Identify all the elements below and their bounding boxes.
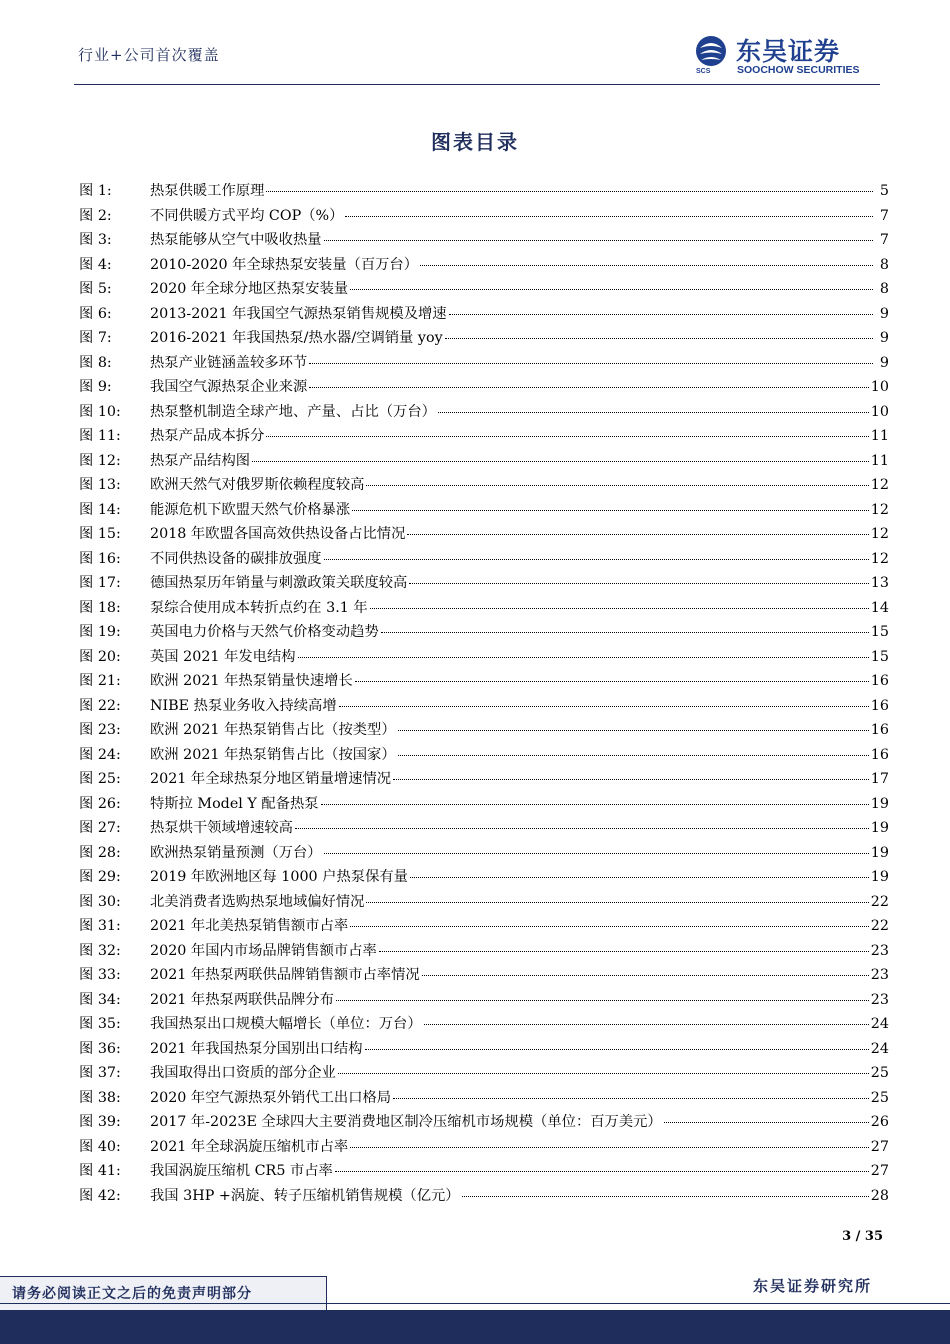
toc-entry-page[interactable]: 10 — [870, 379, 889, 395]
toc-entry-title[interactable]: 热泵能够从空气中吸收热量 — [150, 232, 322, 248]
page-number: 3 / 35 — [842, 1229, 883, 1244]
toc-entry-label: 图 36: — [79, 1040, 121, 1057]
toc-entry[interactable] — [79, 620, 889, 645]
toc-entry[interactable] — [79, 351, 889, 376]
toc-entry-title[interactable]: 我国空气源热泵企业来源 — [150, 379, 308, 395]
toc-entry[interactable] — [79, 547, 889, 572]
toc-entry-label: 图 9: — [79, 379, 112, 395]
toc-entry-title[interactable]: 2016-2021 年我国热泵/热水器/空调销量 yoy — [150, 330, 443, 346]
toc-entry-page[interactable]: 24 — [870, 1016, 889, 1032]
toc-entry[interactable] — [79, 1110, 889, 1135]
toc-entry[interactable] — [79, 1159, 889, 1184]
toc-entry[interactable] — [79, 841, 889, 866]
toc-leader-dots — [409, 582, 868, 584]
toc-leader-dots — [438, 411, 869, 413]
toc-entry-label: 图 23: — [79, 722, 121, 738]
toc-entry-title[interactable]: 2020 年全球分地区热泵安装量 — [150, 281, 349, 297]
page-title: 图表目录 — [431, 130, 519, 154]
research-institute: 东吴证券研究所 — [752, 1277, 872, 1295]
toc-entry-page[interactable]: 19 — [870, 869, 889, 885]
toc-entry-label: 图 16: — [79, 550, 121, 567]
toc-entry-page[interactable]: 25 — [870, 1065, 889, 1081]
toc-entry[interactable] — [79, 1135, 889, 1160]
toc-entry-title[interactable]: 北美消费者选购热泵地域偏好情况 — [150, 893, 365, 910]
toc-leader-dots — [366, 901, 868, 903]
toc-entry[interactable] — [79, 718, 889, 743]
toc-entry-page[interactable]: 25 — [870, 1089, 889, 1106]
brand-abbr: SCS — [696, 68, 711, 75]
toc-leader-dots — [449, 313, 873, 315]
toc-entry[interactable] — [79, 253, 889, 278]
toc-leader-dots — [445, 337, 873, 339]
toc-leader-dots — [424, 1023, 869, 1025]
toc-entry-title[interactable]: 2021 年我国热泵分国别出口结构 — [150, 1040, 363, 1057]
toc-entry-label: 图 42: — [79, 1187, 121, 1204]
toc-entry-label: 图 1: — [79, 183, 112, 199]
toc-entry-label: 图 33: — [79, 967, 121, 983]
toc-entry-page[interactable]: 27 — [870, 1163, 889, 1179]
toc-leader-dots — [321, 803, 869, 805]
toc-entry-page[interactable]: 7 — [879, 207, 889, 224]
toc-entry-page[interactable]: 16 — [870, 746, 889, 763]
toc-entry-label: 图 41: — [79, 1163, 121, 1179]
toc-entry-title[interactable]: 欧洲热泵销量预测（万台） — [150, 844, 322, 861]
toc-entry-title[interactable]: 2020 年国内市场品牌销售额市占率 — [150, 942, 377, 959]
toc-entry-title[interactable]: 德国热泵历年销量与刺激政策关联度较高 — [150, 575, 408, 591]
report-category: 行业+公司首次覆盖 — [78, 46, 220, 64]
toc-entry-title[interactable]: NIBE 热泵业务收入持续高增 — [150, 697, 337, 714]
toc-entry[interactable] — [79, 743, 889, 768]
toc-entry-page[interactable]: 15 — [870, 648, 889, 665]
toc-entry-page[interactable]: 27 — [870, 1138, 889, 1155]
toc-entry-page[interactable]: 9 — [879, 330, 889, 346]
toc-entry-page[interactable]: 19 — [870, 820, 889, 836]
toc-leader-dots — [352, 509, 869, 511]
toc-entry-page[interactable]: 5 — [879, 183, 889, 199]
toc-entry[interactable] — [79, 179, 889, 204]
toc-leader-dots — [324, 239, 873, 241]
toc-entry-title[interactable]: 不同供暖方式平均 COP（%） — [150, 207, 344, 224]
toc-entry-page[interactable]: 7 — [879, 232, 889, 248]
brand-name-cn: 东吴证券 — [736, 37, 841, 66]
toc-entry-page[interactable]: 16 — [870, 697, 889, 714]
toc-entry-title[interactable]: 热泵产品结构图 — [150, 452, 251, 469]
toc-leader-dots — [407, 533, 868, 535]
toc-entry-label: 图 22: — [79, 697, 121, 714]
toc-entry-title[interactable]: 2020 年空气源热泵外销代工出口格局 — [150, 1089, 392, 1106]
toc-entry[interactable] — [79, 596, 889, 621]
toc-entry-title[interactable]: 2017 年-2023E 全球四大主要消费地区制冷压缩机市场规模（单位：百万美元） — [150, 1114, 662, 1130]
toc-entry-page[interactable]: 12 — [870, 526, 889, 542]
toc-leader-dots — [398, 729, 869, 731]
toc-entry-label: 图 20: — [79, 648, 121, 665]
toc-entry[interactable] — [79, 522, 889, 547]
toc-entry[interactable] — [79, 694, 889, 719]
toc-entry[interactable] — [79, 424, 889, 449]
toc-leader-dots — [381, 631, 869, 633]
toc-entry-label: 图 7: — [79, 330, 112, 346]
toc-leader-dots — [410, 876, 869, 878]
toc-entry[interactable] — [79, 326, 889, 351]
toc-leader-dots — [339, 705, 869, 707]
toc-entry-page[interactable]: 16 — [870, 722, 889, 738]
brand-name-en: SOOCHOW SECURITIES — [737, 64, 860, 76]
toc-entry-title[interactable]: 2021 年热泵两联供品牌分布 — [150, 991, 334, 1008]
toc-leader-dots — [350, 1146, 869, 1148]
toc-entry-page[interactable]: 9 — [879, 354, 889, 371]
toc-entry-page[interactable]: 12 — [870, 550, 889, 567]
toc-entry-label: 图 2: — [79, 207, 112, 224]
toc-leader-dots — [338, 1072, 869, 1074]
toc-entry-page[interactable]: 9 — [879, 305, 889, 322]
toc-entry-title[interactable]: 2010-2020 年全球热泵安装量（百万台） — [150, 256, 419, 273]
toc-entry-title[interactable]: 热泵供暖工作原理 — [150, 183, 265, 199]
toc-leader-dots — [350, 925, 869, 927]
toc-entry[interactable] — [79, 204, 889, 229]
toc-entry-page[interactable]: 23 — [870, 991, 889, 1008]
toc-entry-page[interactable]: 15 — [870, 624, 889, 640]
toc-entry-label: 图 26: — [79, 795, 121, 812]
toc-entry[interactable] — [79, 816, 889, 841]
toc-leader-dots — [336, 999, 869, 1001]
toc-entry-title[interactable]: 欧洲 2021 年热泵销售占比（按国家） — [150, 746, 396, 763]
toc-entry-title[interactable]: 热泵烘干领域增速较高 — [150, 820, 293, 836]
disclaimer-notice[interactable]: 请务必阅读正文之后的免责声明部分 — [12, 1286, 252, 1302]
toc-entry[interactable] — [79, 890, 889, 915]
toc-entry-title[interactable]: 我国热泵出口规模大幅增长（单位：万台） — [150, 1016, 422, 1032]
header-divider — [74, 84, 880, 85]
toc-entry[interactable] — [79, 669, 889, 694]
toc-entry-label: 图 14: — [79, 501, 121, 518]
toc-entry-title[interactable]: 泵综合使用成本转折点约在 3.1 年 — [150, 599, 368, 616]
toc-entry-page[interactable]: 23 — [870, 967, 889, 983]
toc-entry[interactable] — [79, 914, 889, 939]
toc-leader-dots — [422, 974, 869, 976]
toc-entry-page[interactable]: 19 — [870, 844, 889, 861]
toc-entry-title[interactable]: 2021 年热泵两联供品牌销售额市占率情况 — [150, 967, 420, 983]
toc-entry-title[interactable]: 热泵产业链涵盖较多环节 — [150, 354, 308, 371]
toc-leader-dots — [309, 386, 869, 388]
toc-entry-page[interactable]: 11 — [870, 452, 889, 469]
toc-entry-label: 图 3: — [79, 232, 112, 248]
toc-entry-title[interactable]: 热泵产品成本拆分 — [150, 428, 265, 444]
toc-leader-dots — [370, 607, 869, 609]
toc-entry-label: 图 18: — [79, 599, 121, 616]
toc-entry-label: 图 21: — [79, 673, 121, 689]
toc-entry-page[interactable]: 8 — [879, 281, 889, 297]
toc-entry[interactable] — [79, 963, 889, 988]
brand-logo — [692, 32, 882, 80]
toc-leader-dots — [345, 215, 873, 217]
toc-entry[interactable] — [79, 277, 889, 302]
toc-entry[interactable] — [79, 473, 889, 498]
toc-entry[interactable] — [79, 792, 889, 817]
toc-entry-label: 图 32: — [79, 942, 121, 959]
toc-entry-title[interactable]: 我国 3HP +涡旋、转子压缩机销售规模（亿元） — [150, 1187, 460, 1204]
toc-entry-title[interactable]: 2021 年全球涡旋压缩机市占率 — [150, 1138, 349, 1155]
toc-entry[interactable] — [79, 1012, 889, 1037]
toc-leader-dots — [324, 558, 869, 560]
toc-entry-label: 图 5: — [79, 281, 112, 297]
toc-entry-label: 图 40: — [79, 1138, 121, 1155]
toc-entry-label: 图 28: — [79, 844, 121, 861]
toc-entry-label: 图 4: — [79, 256, 112, 273]
toc-leader-dots — [335, 1170, 869, 1172]
toc-entry-label: 图 38: — [79, 1089, 121, 1106]
toc-entry[interactable] — [79, 1086, 889, 1111]
toc-leader-dots — [393, 778, 869, 780]
toc-leader-dots — [393, 1097, 869, 1099]
toc-entry-page[interactable]: 26 — [870, 1114, 889, 1130]
toc-entry[interactable] — [79, 1037, 889, 1062]
toc-leader-dots — [365, 1048, 869, 1050]
toc-leader-dots — [462, 1195, 869, 1197]
toc-entry[interactable] — [79, 571, 889, 596]
toc-entry[interactable] — [79, 449, 889, 474]
toc-entry-title[interactable]: 欧洲天然气对俄罗斯依赖程度较高 — [150, 477, 365, 493]
toc-leader-dots — [295, 827, 869, 829]
toc-entry[interactable] — [79, 767, 889, 792]
footer-bar — [0, 1310, 950, 1344]
toc-entry-page[interactable]: 12 — [870, 501, 889, 518]
toc-entry-page[interactable]: 13 — [870, 575, 889, 591]
toc-entry[interactable] — [79, 498, 889, 523]
toc-entry-title[interactable]: 能源危机下欧盟天然气价格暴涨 — [150, 501, 351, 518]
toc-entry[interactable] — [79, 302, 889, 327]
toc-entry-page[interactable]: 24 — [870, 1040, 889, 1057]
toc-leader-dots — [324, 852, 869, 854]
toc-entry[interactable] — [79, 1061, 889, 1086]
toc-entry-page[interactable]: 19 — [870, 795, 889, 812]
toc-entry-label: 图 37: — [79, 1065, 121, 1081]
toc-entry-title[interactable]: 2018 年欧盟各国高效供热设备占比情况 — [150, 526, 406, 542]
toc-entry[interactable] — [79, 375, 889, 400]
toc-entry-label: 图 6: — [79, 305, 112, 322]
toc-leader-dots — [398, 754, 869, 756]
toc-entry[interactable] — [79, 988, 889, 1013]
toc-entry-page[interactable]: 28 — [870, 1187, 889, 1204]
toc-entry[interactable] — [79, 939, 889, 964]
toc-entry-page[interactable]: 11 — [870, 428, 889, 444]
toc-entry-page[interactable]: 16 — [870, 673, 889, 689]
toc-entry-label: 图 8: — [79, 354, 112, 371]
toc-entry-page[interactable]: 17 — [870, 771, 889, 787]
toc-leader-dots — [420, 264, 873, 266]
toc-entry-label: 图 30: — [79, 893, 121, 910]
toc-entry-title[interactable]: 我国取得出口资质的部分企业 — [150, 1065, 336, 1081]
toc-entry-label: 图 11: — [79, 428, 121, 444]
toc-entry-page[interactable]: 10 — [870, 403, 889, 420]
toc-entry-label: 图 19: — [79, 624, 121, 640]
toc-entry-label: 图 29: — [79, 869, 121, 885]
toc-entry-page[interactable]: 14 — [870, 599, 889, 616]
toc-entry-title[interactable]: 不同供热设备的碳排放强度 — [150, 550, 322, 567]
toc-leader-dots — [379, 950, 869, 952]
toc-entry[interactable] — [79, 645, 889, 670]
toc-leader-dots — [266, 190, 873, 192]
toc-leader-dots — [266, 435, 868, 437]
toc-entry-title[interactable]: 英国 2021 年发电结构 — [150, 648, 296, 665]
toc-entry[interactable] — [79, 228, 889, 253]
toc-entry[interactable] — [79, 400, 889, 425]
footer-divider — [0, 1303, 950, 1304]
toc-entry-label: 图 15: — [79, 526, 121, 542]
toc-leader-dots — [350, 288, 873, 290]
toc-entry-title[interactable]: 英国电力价格与天然气价格变动趋势 — [150, 624, 379, 640]
toc-leader-dots — [664, 1121, 869, 1123]
toc-entry-label: 图 12: — [79, 452, 121, 469]
toc-entry-title[interactable]: 热泵整机制造全球产地、产量、占比（万台） — [150, 403, 436, 420]
toc-entry-label: 图 34: — [79, 991, 121, 1008]
toc-leader-dots — [366, 484, 868, 486]
toc-entry-page[interactable]: 22 — [870, 893, 889, 910]
toc-entry-title[interactable]: 欧洲 2021 年热泵销售占比（按类型） — [150, 722, 396, 738]
toc-leader-dots — [309, 362, 873, 364]
toc-entry-title[interactable]: 欧洲 2021 年热泵销量快速增长 — [150, 673, 353, 689]
toc-entry-page[interactable]: 23 — [870, 942, 889, 959]
toc-leader-dots — [298, 656, 869, 658]
figure-index-list — [79, 179, 889, 1208]
toc-entry-page[interactable]: 22 — [870, 918, 889, 934]
toc-leader-dots — [355, 680, 869, 682]
toc-entry-title[interactable]: 特斯拉 Model Y 配备热泵 — [150, 795, 319, 812]
toc-entry-title[interactable]: 2021 年北美热泵销售额市占率 — [150, 918, 349, 934]
toc-entry[interactable] — [79, 865, 889, 890]
toc-entry-title[interactable]: 2013-2021 年我国空气源热泵销售规模及增速 — [150, 305, 447, 322]
toc-entry-title[interactable]: 2021 年全球热泵分地区销量增速情况 — [150, 771, 392, 787]
toc-entry-label: 图 35: — [79, 1016, 121, 1032]
toc-entry[interactable] — [79, 1184, 889, 1209]
toc-leader-dots — [252, 460, 869, 462]
toc-entry-label: 图 10: — [79, 403, 121, 420]
toc-entry-label: 图 27: — [79, 820, 121, 836]
toc-entry-page[interactable]: 12 — [870, 477, 889, 493]
toc-entry-label: 图 24: — [79, 746, 121, 763]
toc-entry-label: 图 31: — [79, 918, 121, 934]
toc-entry-title[interactable]: 我国涡旋压缩机 CR5 市占率 — [150, 1163, 333, 1179]
toc-entry-label: 图 13: — [79, 477, 121, 493]
toc-entry-label: 图 25: — [79, 771, 121, 787]
toc-entry-page[interactable]: 8 — [879, 256, 889, 273]
toc-entry-label: 图 39: — [79, 1114, 121, 1130]
toc-entry-label: 图 17: — [79, 575, 121, 591]
toc-entry-title[interactable]: 2019 年欧洲地区每 1000 户热泵保有量 — [150, 869, 408, 885]
